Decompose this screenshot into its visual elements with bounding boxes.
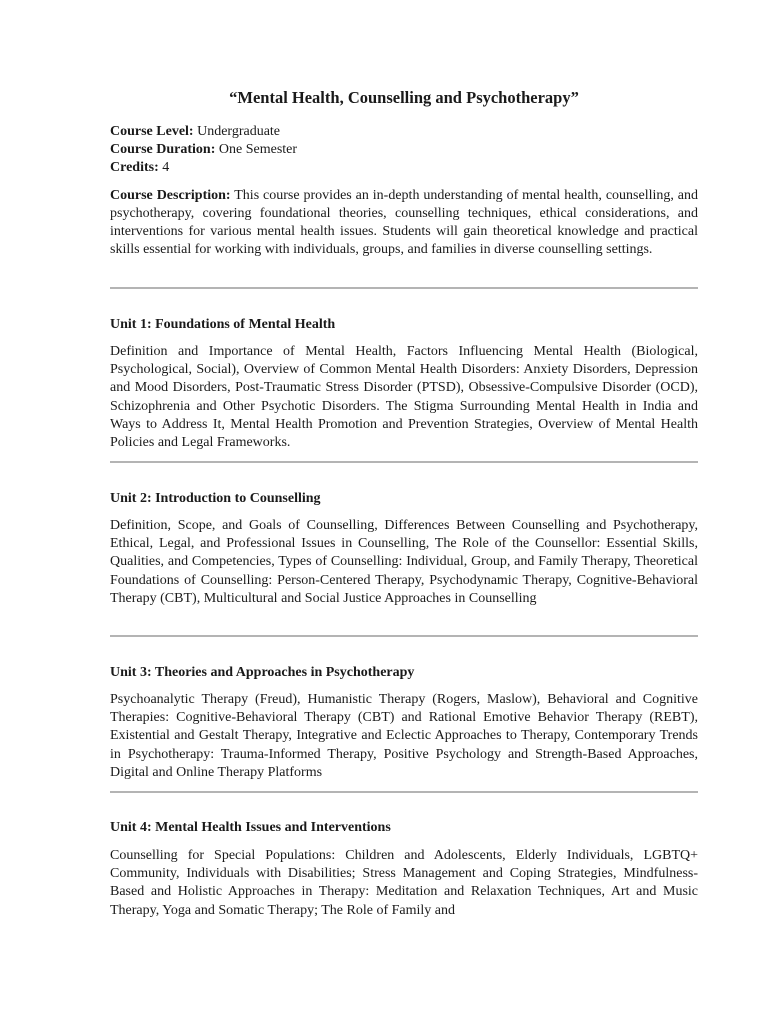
section-divider: [110, 791, 698, 793]
credits-label: Credits:: [110, 160, 159, 175]
unit-2-title: Unit 2: Introduction to Counselling: [110, 491, 321, 506]
unit-1-title: Unit 1: Foundations of Mental Health: [110, 317, 336, 332]
unit-4-body: Counselling for Special Populations: Children and Adolescents, Elderly Individuals, LGBTQ+ Community, Individuals with Disabilities; Stress Management and Coping Strategies, Mindfulness-Based and Holistic Approaches in Therapy: Meditation and Relaxation Techniques, Art and Music Therapy, Yoga and Somatic Therapy; The Role of Family and: [110, 848, 698, 918]
course-description: [110, 187, 698, 259]
unit-3-body: Psychoanalytic Therapy (Freud), Humanistic Therapy (Rogers, Maslow), Behavioral and Cognitive Therapies: Cognitive-Behavioral Therapy (CBT) and Rational Emotive Behavior Therapy (REBT), Existential and Gestalt Therapy, Integrative and Eclectic Approaches to Therapy, Contemporary Trends in Psychotherapy: Trauma-Informed Therapy, Positive Psychology and Strength-Based Approaches, Digital and Online Therapy Platforms: [110, 692, 698, 780]
credits-value: 4: [162, 160, 170, 175]
course-duration-line: [110, 141, 297, 159]
unit-2-body: Definition, Scope, and Goals of Counselling, Differences Between Counselling and Psychotherapy, Ethical, Legal, and Professional Issues in Counselling, The Role of the Counsellor: Essential Skills, Qualities, and Competencies, Types of Counselling: Individual, Group, and Family Therapy, Theoretical Foundations of Counselling: Person-Centered Therapy, Psychodynamic Therapy, Cognitive-Behavioral Therapy (CBT), Multicultural and Social Justice Approaches in Counselling: [110, 518, 698, 606]
course-description-text: This course provides an in-depth understanding of mental health, counselling, and psychotherapy, covering foundational theories, counselling techniques, ethical considerations, and interventions for various mental health issues. Students will gain theoretical knowledge and practical skills essential for working with individuals, groups, and families in diverse counselling settings.: [110, 188, 698, 257]
document-title: “Mental Health, Counselling and Psychotherapy”: [229, 88, 579, 107]
course-duration-value: One Semester: [218, 142, 298, 157]
credits-line: [110, 159, 297, 177]
unit-1-body: Definition and Importance of Mental Health, Factors Influencing Mental Health (Biological, Psychological, Social), Overview of Common Mental Health Disorders: Anxiety Disorders, Depression and Mood Disorders, Post-Traumatic Stress Disorder (PTSD), Obsessive-Compulsive Disorder (OCD), Schizophrenia and Other Psychotic Disorders. The Stigma Surrounding Mental Health in India and Ways to Address It, Mental Health Promotion and Prevention Strategies, Overview of Mental Health Policies and Legal Frameworks.: [110, 344, 698, 451]
course-level-line: [110, 123, 297, 141]
course-level-value: Undergraduate: [197, 124, 281, 139]
course-description-label: Course Description:: [110, 188, 231, 203]
section-divider: [110, 461, 698, 463]
section-divider: [110, 287, 698, 289]
course-level-label: Course Level:: [110, 124, 194, 139]
unit-4-title: Unit 4: Mental Health Issues and Interventions: [110, 820, 391, 835]
section-divider: [110, 635, 698, 637]
unit-3-title: Unit 3: Theories and Approaches in Psychotherapy: [110, 665, 415, 680]
course-meta: [110, 123, 297, 177]
course-duration-label: Course Duration:: [110, 142, 216, 157]
